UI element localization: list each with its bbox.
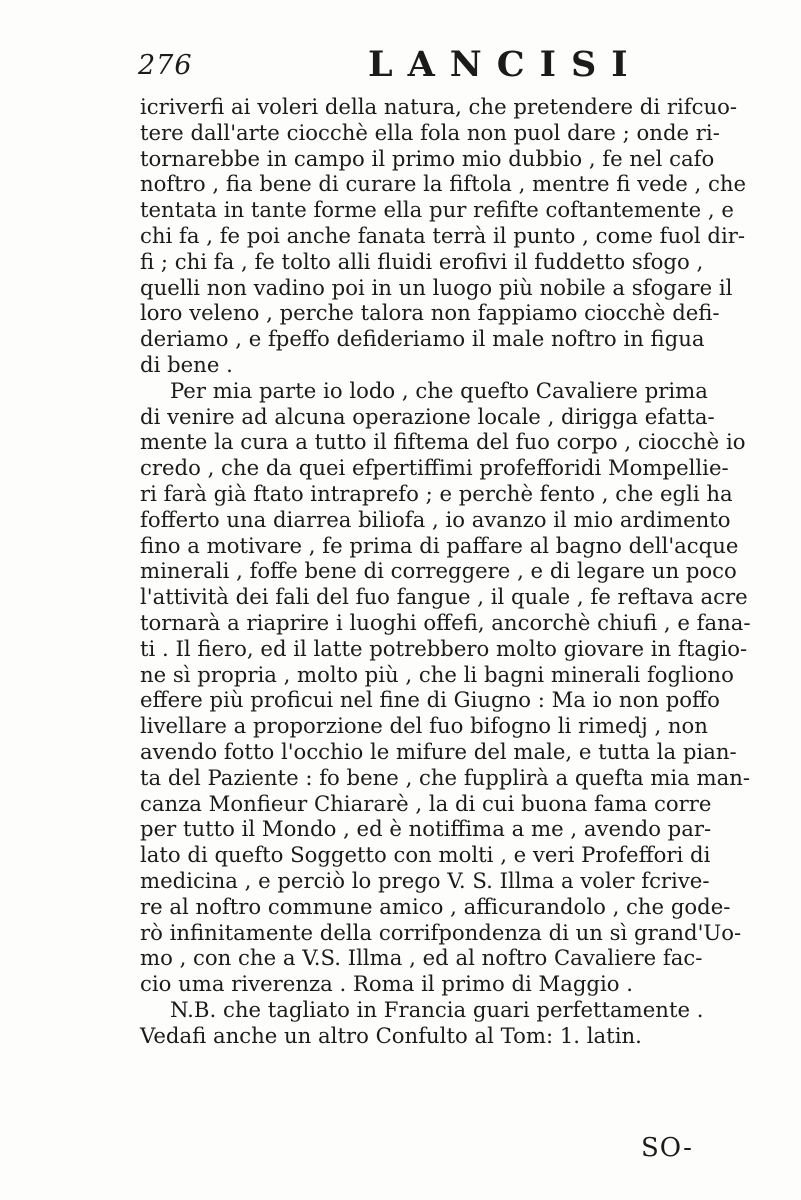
text-line: fino a motivare , fe prima di paffare al bagno dell'acque <box>140 532 739 558</box>
text-line: rò infinitamente della corrifpondenza di un sì grand'Uo- <box>140 919 742 945</box>
text-line: fi ; chi fa , fe tolto alli fluidi erofivi il fuddetto sfogo , <box>140 248 704 274</box>
text-line: deriamo , e fpeffo defideriamo il male noftro in figua <box>140 326 705 352</box>
text-line: tornarà a riaprire i luoghi offefi, ancorchè chiufi , e fana- <box>140 609 751 635</box>
text-line: re al noftro commune amico , afficurandolo , che gode- <box>140 893 731 919</box>
text-line: mente la cura a tutto il fiftema del fuo corpo , ciocchè io <box>140 429 746 455</box>
text-line: icriverfi ai voleri della natura, che pretendere di rifcuo- <box>140 94 738 119</box>
text-line: lato di quefto Soggetto con molti , e veri Profeffori di <box>140 842 711 868</box>
catchword: SO- <box>641 1133 693 1163</box>
text-line: mo , con che a V.S. Illma , ed al noftro Cavaliere fac- <box>140 945 703 971</box>
text-line: di bene . <box>140 351 233 377</box>
text-line: ri farà già ftato intraprefo ; e perchè fento , che egli ha <box>140 480 733 506</box>
text-line: Per mia parte io lodo , che quefto Cavaliere prima <box>170 377 708 403</box>
text-line: tere dall'arte ciocchè ella fola non puol dare ; onde ri- <box>140 119 720 145</box>
text-line: tentata in tante forme ella pur refifte coftantemente , e <box>140 197 734 223</box>
page-header <box>138 44 678 94</box>
text-line: quelli non vadino poi in un luogo più nobile a sfogare il <box>140 274 733 300</box>
text-line: minerali , foffe bene di correggere , e di legare un poco <box>140 558 737 584</box>
text-line: chi fa , fe poi anche fanata terrà il punto , come fuol dir- <box>140 222 746 248</box>
text-line: canza Monfieur Chiararè , la di cui buona fama corre <box>140 790 712 816</box>
running-head: LANCISI <box>368 44 643 85</box>
text-line: noftro , fia bene di curare la fiftola , mentre fi vede , che <box>140 171 747 197</box>
text-line: livellare a proporzione del fuo bifogno li rimedj , non <box>140 713 708 739</box>
text-line: fofferto una diarrea biliofa , io avanzo il mio ardimento <box>140 506 731 532</box>
page-number: 276 <box>138 50 193 81</box>
text-line: di venire ad alcuna operazione locale , dirigga efatta- <box>140 403 715 429</box>
text-line: Vedafi anche un altro Confulto al Tom: 1. latin. <box>140 1022 642 1048</box>
text-line: medicina , e perciò lo prego V. S. Illma a voler fcrive- <box>140 867 710 893</box>
text-line: N.B. che tagliato in Francia guari perfettamente . <box>170 996 704 1022</box>
text-line: ti . Il fiero, ed il latte potrebbero molto giovare in ftagio- <box>140 635 748 661</box>
text-line: ne sì propria , molto più , che li bagni minerali fogliono <box>140 661 734 687</box>
text-line: credo , che da quei efpertiffimi profefforidi Mompellie- <box>140 455 729 481</box>
text-line: effere più proficui nel fine di Giugno : Ma io non poffo <box>140 687 720 713</box>
text-line: avendo fotto l'occhio le mifure del male, e tutta la pian- <box>140 738 737 764</box>
text-line: l'attività dei fali del fuo fangue , il quale , fe reftava acre <box>140 584 748 610</box>
text-line: cio uma riverenza . Roma il primo di Maggio . <box>140 971 633 997</box>
body-text <box>140 94 751 1048</box>
text-line: ta del Paziente : fo bene , che fupplirà a quefta mia man- <box>140 764 751 790</box>
text-line: loro veleno , perche talora non fappiamo ciocchè defi- <box>140 300 720 326</box>
text-line: tornarebbe in campo il primo mio dubbio , fe nel cafo <box>140 145 715 171</box>
text-line: per tutto il Mondo , ed è notiffima a me , avendo par- <box>140 816 712 842</box>
